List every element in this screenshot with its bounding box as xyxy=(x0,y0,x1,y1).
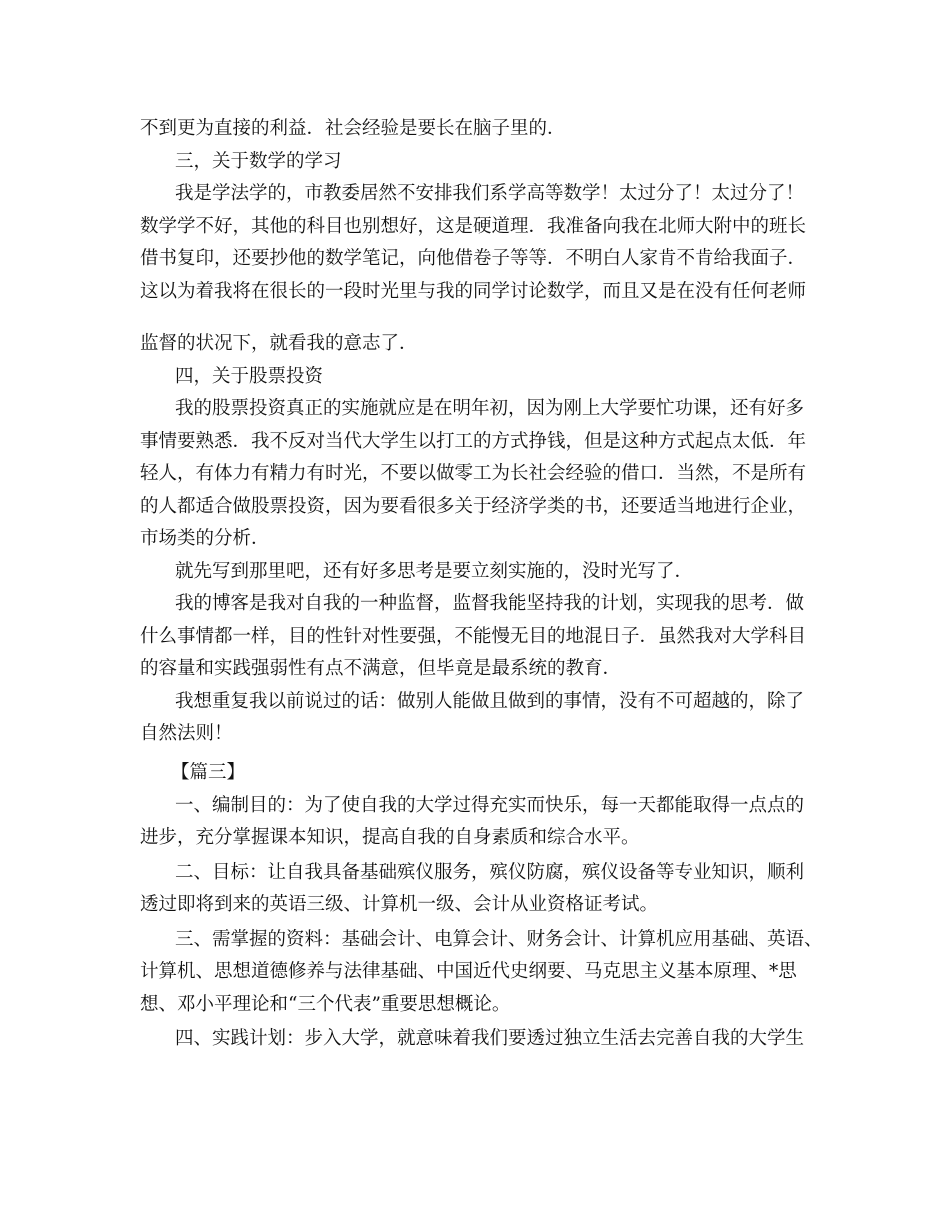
paragraph-line: 进步，充分掌握课本知识，提高自我的自身素质和综合水平。 xyxy=(140,827,640,848)
section-heading: 三，关于数学的学习 xyxy=(175,151,342,172)
paragraph-line: 的容量和实践强弱性有点不满意，但毕竟是最系统的教育． xyxy=(140,658,622,679)
paragraph-line: 的人都适合做股票投资，因为要看很多关于经济学类的书，还要适当地进行企业， xyxy=(140,496,807,517)
section-heading: 四，关于股票投资 xyxy=(175,366,324,387)
chapter-heading: 【篇三】 xyxy=(171,762,246,783)
paragraph-line: 监督的状况下，就看我的意志了． xyxy=(140,333,418,354)
paragraph-line: 市场类的分析． xyxy=(140,528,270,549)
paragraph-line: 一、编制目的：为了使自我的大学过得充实而快乐，每一天都能取得一点点的 xyxy=(175,795,805,816)
paragraph-line: 就先写到那里吧，还有好多思考是要立刻实施的，没时光写了． xyxy=(175,561,694,582)
paragraph-line: 四、实践计划：步入大学，就意味着我们要透过独立生活去完善自我的大学生 xyxy=(175,1028,805,1049)
paragraph-line: 计算机、思想道德修养与法律基础、中国近代史纲要、马克思主义基本原理、*思 xyxy=(140,961,797,982)
paragraph-line: 我想重复我以前说过的话：做别人能做且做到的事情，没有不可超越的，除了 xyxy=(175,691,805,712)
paragraph-line: 什么事情都一样，目的性针对性要强，不能慢无目的地混日子．虽然我对大学科目 xyxy=(140,626,807,647)
paragraph-line: 不到更为直接的利益．社会经验是要长在脑子里的． xyxy=(140,118,566,139)
paragraph-line: 想、邓小平理论和“三个代表”重要思想概论。 xyxy=(140,994,511,1015)
paragraph-line: 轻人，有体力有精力有时光，不要以做零工为长社会经验的借口．当然，不是所有 xyxy=(140,463,807,484)
paragraph-line: 我的股票投资真正的实施就应是在明年初，因为刚上大学要忙功课，还有好多 xyxy=(175,398,805,419)
paragraph-line: 二、目标：让自我具备基础殡仪服务，殡仪防腐，殡仪设备等专业知识，顺利 xyxy=(175,862,805,883)
paragraph-line: 透过即将到来的英语三级、计算机一级、会计从业资格证考试。 xyxy=(140,894,659,915)
paragraph-line: 借书复印，还要抄他的数学笔记，向他借卷子等等．不明白人家肯不肯给我面子． xyxy=(140,248,807,269)
paragraph-line: 事情要熟悉．我不反对当代大学生以打工的方式挣钱，但是这种方式起点太低．年 xyxy=(140,431,807,452)
paragraph-line: 三、需掌握的资料：基础会计、电算会计、财务会计、计算机应用基础、英语、 xyxy=(175,929,823,950)
paragraph-line: 这以为着我将在很长的一段时光里与我的同学讨论数学，而且又是在没有任何老师 xyxy=(140,281,807,302)
paragraph-line: 数学学不好，其他的科目也别想好，这是硬道理．我准备向我在北师大附中的班长 xyxy=(140,216,807,237)
paragraph-line: 我的博客是我对自我的一种监督，监督我能坚持我的计划，实现我的思考．做 xyxy=(175,593,805,614)
paragraph-line: 自然法则！ xyxy=(140,723,233,744)
paragraph-line: 我是学法学的，市教委居然不安排我们系学高等数学！太过分了！太过分了！ xyxy=(175,183,805,204)
